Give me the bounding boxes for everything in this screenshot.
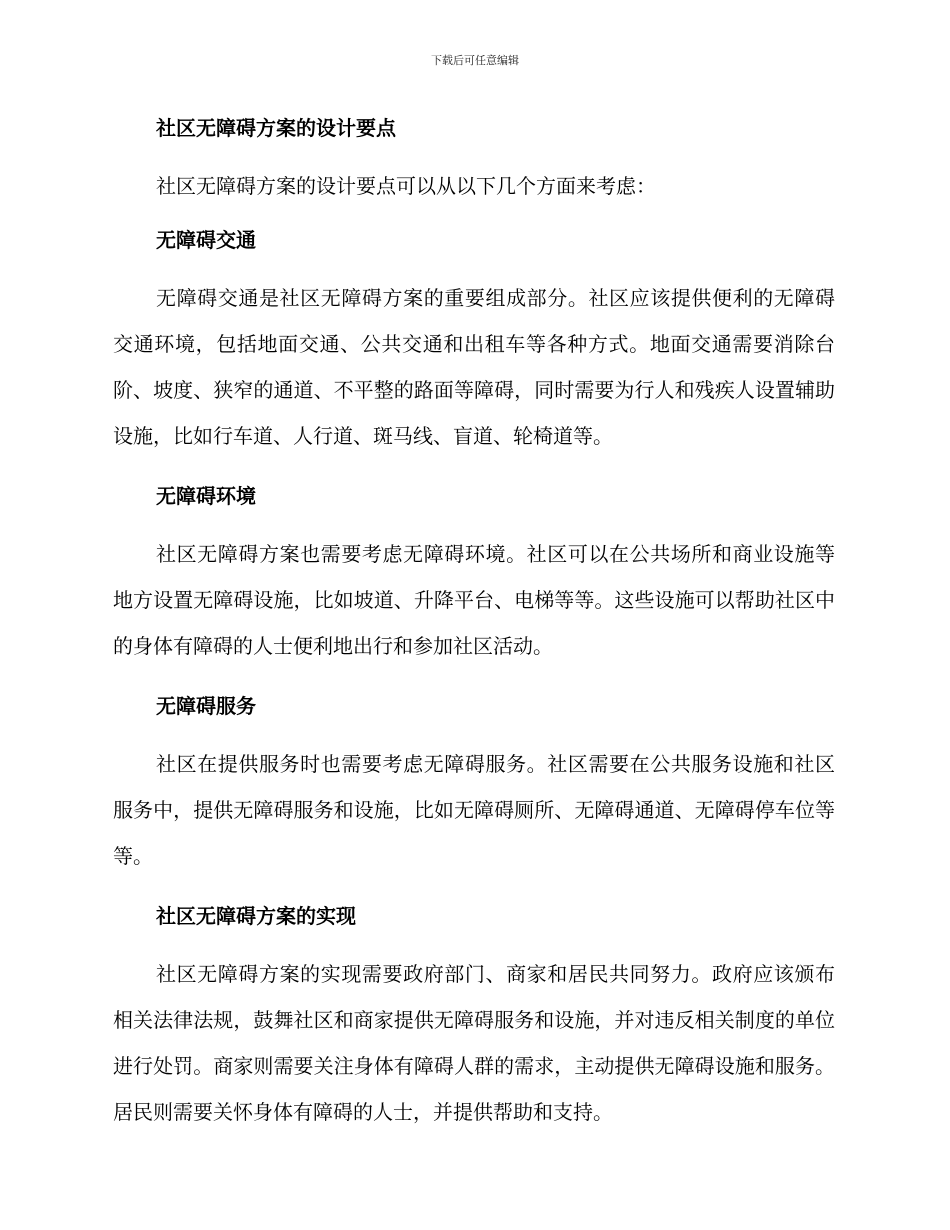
document-body: [113, 113, 835, 1135]
section-body-transport: 无障碍交通是社区无障碍方案的重要组成部分。社区应该提供便利的无障碍交通环境，包括地面交通、公共交通和出租车等各种方式。地面交通需要消除台阶、坡度、狭窄的通道、不平整的路面等障碍，同时需要为行人和残疾人设置辅助设施，比如行车道、人行道、斑马线、盲道、轮椅道等。: [113, 286, 835, 448]
section-heading-service: 无障碍服务: [156, 694, 256, 718]
section-heading-environment: 无障碍环境: [156, 484, 256, 508]
intro-paragraph: 社区无障碍方案的设计要点可以从以下几个方面来考虑：: [156, 174, 656, 198]
section-body-implementation: 社区无障碍方案的实现需要政府部门、商家和居民共同努力。政府应该颁布相关法律法规，鼓舞社区和商家提供无障碍服务和设施，并对违反相关制度的单位进行处罚。商家则需要关注身体有障碍人群的需求，主动提供无障碍设施和服务。居民则需要关怀身体有障碍的人士，并提供帮助和支持。: [113, 962, 835, 1124]
section-body-service: 社区在提供服务时也需要考虑无障碍服务。社区需要在公共服务设施和社区服务中，提供无障碍服务和设施，比如无障碍厕所、无障碍通道、无障碍停车位等等。: [113, 752, 835, 868]
document-title: 社区无障碍方案的设计要点: [156, 116, 396, 140]
page-header-note: 下载后可任意编辑: [431, 54, 519, 67]
section-body-environment: 社区无障碍方案也需要考虑无障碍环境。社区可以在公共场所和商业设施等地方设置无障碍设施，比如坡道、升降平台、电梯等等。这些设施可以帮助社区中的身体有障碍的人士便利地出行和参加社区活动。: [113, 542, 835, 658]
section-heading-transport: 无障碍交通: [156, 228, 256, 252]
section-heading-implementation: 社区无障碍方案的实现: [156, 904, 356, 928]
